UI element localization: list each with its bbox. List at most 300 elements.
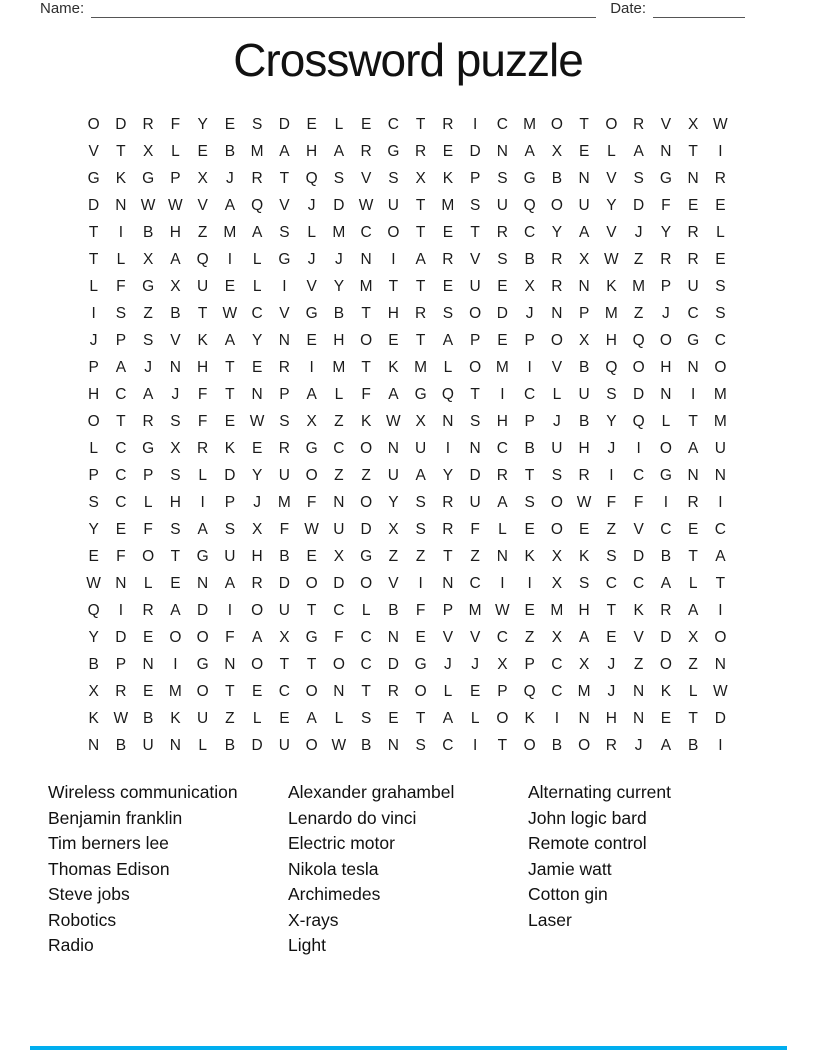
grid-letter: G [305,628,318,646]
grid-letter: V [551,358,563,376]
grid-letter: M [223,223,237,241]
grid-letter: U [142,736,154,754]
grid-letter: N [169,358,181,376]
grid-letter: D [660,628,672,646]
grid-letter: O [87,412,100,430]
grid-letter: D [197,601,209,619]
word-list-item: Light [288,935,326,955]
grid-letter: Q [523,682,536,700]
grid-letter: J [607,682,616,700]
grid-letter: L [688,574,698,592]
grid-letter: J [307,250,316,268]
grid-letter: T [415,196,426,214]
grid-letter: S [469,412,481,430]
grid-letter: E [306,331,317,349]
grid-letter: T [688,412,698,430]
grid-letter: S [88,493,99,511]
grid-letter: I [91,304,96,322]
grid-letter: U [469,493,481,511]
grid-letter: E [715,196,726,214]
grid-letter: T [415,115,426,133]
grid-letter: W [495,601,510,619]
grid-letter: A [170,601,181,619]
grid-letter: G [523,169,536,187]
grid-letter: N [387,439,399,457]
grid-letter: G [687,331,700,349]
grid-letter: O [251,655,264,673]
grid-letter: M [713,412,727,430]
grid-letter: C [387,115,399,133]
grid-letter: Z [524,628,535,646]
grid-letter: M [332,358,346,376]
grid-letter: N [387,736,399,754]
grid-letter: O [605,115,618,133]
grid-letter: O [360,439,373,457]
grid-letter: P [469,331,481,349]
grid-letter: X [687,115,699,133]
grid-letter: O [523,736,536,754]
grid-letter: W [576,493,592,511]
grid-letter: X [551,628,563,646]
grid-letter: M [713,385,727,403]
grid-letter: S [251,115,263,133]
grid-letter: G [305,439,318,457]
grid-letter: X [251,520,263,538]
grid-letter: C [115,385,127,403]
grid-letter: N [633,709,645,727]
grid-letter: J [607,655,616,673]
grid-letter: J [307,196,316,214]
grid-letter: C [360,223,372,241]
name-blank-line [91,2,596,18]
grid-letter: L [198,466,207,484]
grid-letter: Z [361,466,371,484]
grid-letter: L [688,682,698,700]
grid-letter: I [445,439,451,457]
grid-letter: E [170,574,181,592]
grid-letter: U [469,277,481,295]
grid-letter: P [442,601,454,619]
grid-letter: N [714,466,726,484]
grid-letter: L [143,574,153,592]
grid-letter: B [142,223,154,241]
grid-letter: P [115,655,127,673]
date-blank-line [653,2,745,18]
grid-letter: A [170,250,181,268]
grid-letter: X [333,547,345,565]
grid-letter: A [306,709,317,727]
grid-letter: V [279,304,290,322]
grid-letter: G [414,385,427,403]
grid-letter: B [660,547,672,565]
grid-letter: C [633,574,645,592]
grid-letter: V [633,628,644,646]
grid-letter: E [578,520,590,538]
grid-letter: R [415,304,427,322]
grid-letter: Q [441,385,454,403]
grid-letter: X [578,250,590,268]
grid-letter: L [334,115,344,133]
grid-letter: W [713,115,728,133]
grid-letter: A [115,358,127,376]
grid-letter: C [251,304,263,322]
grid-letter: C [551,682,563,700]
grid-letter: L [607,142,616,160]
grid-letter: Z [606,520,617,538]
grid-letter: S [224,520,236,538]
grid-letter: S [170,520,181,538]
grid-letter: V [606,169,617,187]
grid-letter: F [197,385,208,403]
grid-letter: F [334,628,344,646]
grid-letter: C [115,493,127,511]
grid-letter: D [360,520,372,538]
grid-letter: X [142,142,154,160]
grid-letter: T [116,142,126,160]
grid-letter: H [251,547,263,565]
grid-letter: R [278,358,290,376]
grid-letter: G [659,466,672,484]
grid-letter: M [250,142,264,160]
grid-letter: C [633,466,645,484]
grid-letter: O [496,709,509,727]
grid-letter: C [687,304,699,322]
grid-letter: B [551,736,563,754]
grid-letter: G [196,547,209,565]
grid-letter: W [304,520,319,538]
grid-letter: A [442,709,454,727]
grid-letter: T [470,223,480,241]
grid-letter: Z [633,250,644,268]
grid-letter: E [142,682,154,700]
grid-letter: O [360,331,373,349]
grid-letter: B [115,736,127,754]
grid-letter: X [142,250,154,268]
grid-letter: M [441,196,455,214]
grid-letter: R [551,277,563,295]
grid-letter: I [718,601,723,619]
grid-letter: R [142,412,154,430]
grid-letter: G [87,169,100,187]
grid-letter: W [113,709,129,727]
grid-letter: F [225,628,235,646]
grid-letter: L [171,142,180,160]
grid-letter: H [605,331,617,349]
grid-letter: L [252,250,262,268]
grid-letter: D [633,547,645,565]
grid-letter: H [605,709,617,727]
grid-letter: U [578,196,590,214]
grid-letter: I [118,223,124,241]
header [40,0,777,18]
grid-letter: C [660,520,672,538]
grid-letter: X [415,169,426,187]
grid-letter: O [251,601,264,619]
grid-letter: A [197,520,208,538]
grid-letter: T [388,277,399,295]
grid-letter: Z [470,547,480,565]
grid-letter: A [142,385,154,403]
grid-letter: H [333,331,345,349]
grid-letter: N [360,250,372,268]
grid-letter: L [443,682,453,700]
grid-letter: S [142,331,154,349]
grid-letter: G [142,439,155,457]
grid-letter: K [660,682,672,700]
grid-letter: P [224,493,236,511]
grid-letter: R [714,169,726,187]
grid-letter: O [196,682,209,700]
grid-letter: O [550,115,563,133]
word-list-item: Cotton gin [528,884,608,904]
grid-letter: S [360,709,372,727]
grid-letter: S [715,304,726,322]
grid-letter: O [632,358,645,376]
grid-letter: E [524,601,535,619]
grid-letter: R [142,115,154,133]
grid-letter: I [636,439,641,457]
grid-letter: O [169,628,182,646]
grid-letter: P [524,412,535,430]
grid-letter: D [387,655,399,673]
grid-letter: O [305,574,318,592]
grid-letter: C [524,385,536,403]
grid-letter: F [661,196,671,214]
grid-letter: M [332,223,346,241]
grid-letter: V [279,196,290,214]
grid-letter: D [224,466,236,484]
grid-letter: N [660,142,672,160]
grid-letter: E [224,115,236,133]
grid-letter: U [551,439,563,457]
grid-letter: T [225,385,235,403]
grid-letter: F [170,115,181,133]
grid-letter: N [496,142,508,160]
grid-letter: B [224,142,236,160]
grid-letter: O [360,493,373,511]
grid-letter: I [527,574,532,592]
grid-letter: E [524,520,535,538]
grid-letter: N [578,709,590,727]
grid-letter: P [578,304,590,322]
grid-letter: E [224,412,236,430]
grid-letter: K [578,547,590,565]
grid-letter: Q [305,169,318,187]
grid-letter: V [469,250,481,268]
grid-letter: I [500,385,505,403]
grid-letter: I [173,655,178,673]
grid-letter: E [606,628,617,646]
grid-letter: B [88,655,99,673]
grid-letter: A [306,385,317,403]
grid-letter: G [196,655,209,673]
grid-letter: G [659,169,672,187]
grid-letter: K [524,547,535,565]
grid-letter: T [88,223,99,241]
grid-letter: H [578,601,590,619]
grid-letter: B [142,709,154,727]
grid-letter: G [142,169,155,187]
grid-letter: U [197,709,209,727]
grid-letter: W [358,196,374,214]
grid-letter: C [551,655,563,673]
grid-letter: E [415,628,426,646]
grid-letter: H [306,142,318,160]
grid-letter: F [633,493,644,511]
footer-accent-bar [30,1046,787,1050]
grid-letter: T [279,655,290,673]
grid-letter: B [551,169,563,187]
grid-letter: O [414,682,427,700]
grid-letter: F [116,547,126,565]
grid-letter: A [660,736,672,754]
grid-letter: R [142,601,154,619]
word-list-item: Alexander grahambel [288,782,455,802]
grid-letter: M [495,358,509,376]
grid-letter: C [496,115,508,133]
grid-letter: C [605,574,617,592]
grid-letter: K [197,331,208,349]
grid-letter: N [633,682,645,700]
grid-letter: S [497,169,508,187]
grid-letter: Z [334,466,344,484]
grid-letter: N [714,655,726,673]
grid-letter: R [687,223,699,241]
word-list-item: Tim berners lee [48,833,169,853]
grid-letter: L [252,709,262,727]
word-list-item: Lenardo do vinci [288,807,417,828]
grid-letter: R [278,439,290,457]
grid-letter: A [224,574,236,592]
grid-letter: W [86,574,101,592]
grid-letter: B [524,439,535,457]
grid-letter: D [469,466,481,484]
grid-letter: B [388,601,399,619]
grid-letter: A [388,385,399,403]
grid-letter: X [306,412,317,430]
grid-letter: E [251,682,263,700]
grid-letter: I [472,115,478,133]
grid-letter: H [169,493,181,511]
grid-letter: R [442,520,454,538]
grid-letter: O [142,547,155,565]
grid-letter: P [660,277,672,295]
word-list-item: Jamie watt [528,858,612,879]
grid-letter: S [633,169,644,187]
grid-letter: M [414,358,428,376]
grid-letter: E [197,142,208,160]
grid-letter: A [279,142,290,160]
grid-letter: Y [660,223,672,241]
grid-letter: R [442,493,454,511]
grid-letter: K [606,277,617,295]
grid-letter: B [333,304,345,322]
grid-letter: X [551,547,563,565]
grid-letter: Q [632,412,645,430]
grid-letter: M [604,304,618,322]
grid-letter: X [551,142,563,160]
grid-letter: A [660,574,672,592]
grid-letter: N [578,169,590,187]
grid-letter: B [360,736,372,754]
grid-letter: D [115,628,127,646]
grid-letter: S [606,547,617,565]
grid-letter: Z [197,223,208,241]
grid-letter: L [307,223,316,241]
grid-letter: A [687,601,699,619]
grid-letter: T [197,304,208,322]
grid-letter: A [333,142,345,160]
grid-letter: U [278,466,290,484]
grid-letter: X [388,520,399,538]
grid-letter: W [331,736,347,754]
grid-letter: O [714,358,727,376]
grid-letter: E [687,196,699,214]
grid-letter: L [334,385,344,403]
grid-letter: E [251,358,263,376]
grid-letter: I [118,601,124,619]
grid-letter: N [142,655,154,673]
grid-letter: V [88,142,99,160]
grid-letter: X [88,682,99,700]
grid-letter: O [305,466,318,484]
grid-letter: I [663,493,669,511]
grid-letter: C [496,628,508,646]
grid-letter: W [386,412,401,430]
grid-letter: U [224,547,236,565]
grid-letter: Y [551,223,563,241]
grid-letter: T [688,709,698,727]
grid-letter: C [496,439,508,457]
grid-letter: I [472,736,478,754]
grid-letter: L [252,277,262,295]
grid-letter: W [140,196,156,214]
grid-letter: R [687,493,699,511]
word-list-item: Benjamin franklin [48,807,183,828]
grid-letter: E [88,547,99,565]
grid-letter: P [142,466,154,484]
grid-letter: F [470,520,480,538]
grid-letter: L [334,709,344,727]
grid-letter: T [524,466,535,484]
word-list-item: Remote control [528,833,647,853]
grid-letter: B [279,547,290,565]
grid-letter: E [497,277,508,295]
grid-letter: M [577,682,591,700]
grid-letter: L [361,601,371,619]
grid-letter: Q [605,358,618,376]
grid-letter: E [442,277,454,295]
grid-letter: S [524,493,535,511]
grid-letter: R [660,601,672,619]
word-list-item: Alternating current [528,782,671,802]
grid-letter: I [200,493,205,511]
grid-letter: D [88,196,100,214]
grid-letter: J [253,493,261,511]
grid-letter: T [415,277,426,295]
grid-letter: J [89,331,98,349]
grid-letter: R [687,250,699,268]
grid-letter: C [469,574,481,592]
grid-letter: I [282,277,287,295]
grid-letter: L [443,358,453,376]
grid-letter: K [224,439,236,457]
grid-letter: E [715,250,726,268]
grid-letter: U [415,439,427,457]
grid-letter: T [606,601,617,619]
grid-letter: V [442,628,454,646]
grid-letter: Y [442,466,454,484]
